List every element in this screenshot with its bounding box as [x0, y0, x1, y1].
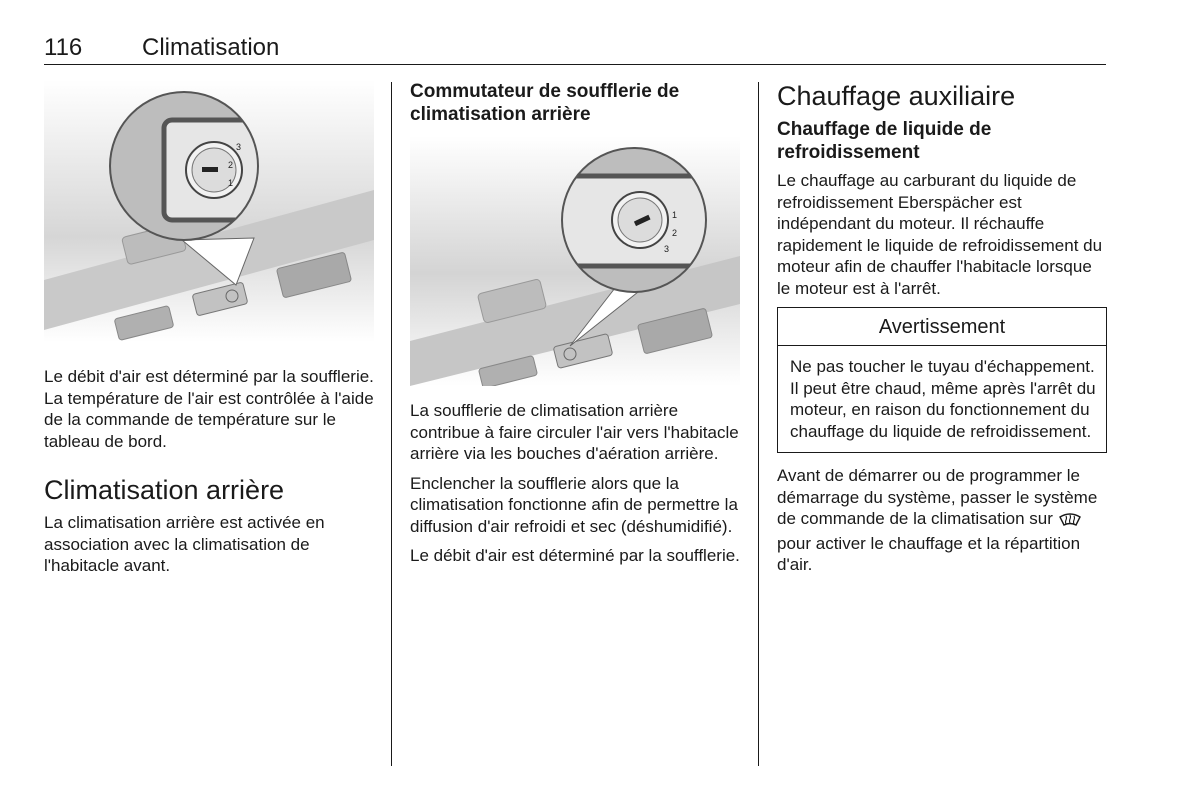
knob-label: 3 — [236, 142, 242, 152]
windscreen-heat-icon — [1058, 511, 1082, 533]
section-heading: Climatisation arrière — [44, 475, 285, 505]
section-heading: Chauffage auxiliaire — [777, 81, 1016, 111]
column-divider — [758, 82, 759, 766]
paragraph: La climatisation arrière est activée en association avec la climatisation de l'habitacle avant. — [44, 513, 325, 575]
chapter-title: Climatisation — [142, 34, 280, 61]
paragraph-text: pour activer le chauffage et la répartition d'air. — [777, 533, 1081, 574]
paragraph: La soufflerie de climatisation arrière contribue à faire circuler l'air vers l'habitacle arrière via les bouches d'aération arrière. — [410, 401, 739, 463]
knob-label: 1 — [228, 178, 234, 188]
page-header — [44, 34, 1106, 65]
paragraph: Enclencher la soufflerie alors que la climatisation fonctionne afin de permettre la diffusion d'air refroidi et sec (déshumidifié). — [410, 473, 738, 536]
paragraph: Le débit d'air est déterminé par la soufflerie. — [410, 546, 740, 565]
warning-text: Ne pas toucher le tuyau d'échappement. Il peut être chaud, même après l'arrêt du moteur, en raison du fonctionnement du chauffage du liquide de refroidissement. — [790, 357, 1096, 441]
paragraph-text: Avant de démarrer ou de programmer le démarrage du système, passer le système de commande de la climatisation sur — [777, 466, 1098, 528]
paragraph: Le chauffage au carburant du liquide de refroidissement Eberspächer est indépendant du moteur. Il réchauffe rapidement le liquide de refroidissement du moteur afin de chauffer l'habitacle lorsque le moteur est à l'arrêt. — [777, 171, 1103, 298]
knob-label: 2 — [672, 228, 678, 238]
paragraph — [777, 465, 1107, 576]
knob-label: 3 — [664, 244, 670, 254]
knob-label: 2 — [228, 160, 234, 170]
warning-title: Avertissement — [778, 308, 1106, 346]
column-middle — [410, 80, 745, 575]
column-divider — [391, 82, 392, 766]
page-number: 116 — [44, 34, 83, 61]
paragraph: Le débit d'air est déterminé par la soufflerie. La température de l'air est contrôlée à l'aide de la commande de température sur le tableau de bord. — [44, 367, 374, 451]
subsection-heading: Chauffage de liquide de refroidissement — [777, 119, 992, 163]
column-right — [777, 80, 1107, 584]
column-left — [44, 80, 374, 585]
section-heading: Commutateur de soufflerie de climatisation arrière — [410, 81, 680, 125]
knob-label: 1 — [672, 210, 678, 220]
rear-blower-switch-figure — [410, 136, 740, 386]
front-blower-figure — [44, 80, 374, 342]
warning-box — [777, 307, 1107, 453]
